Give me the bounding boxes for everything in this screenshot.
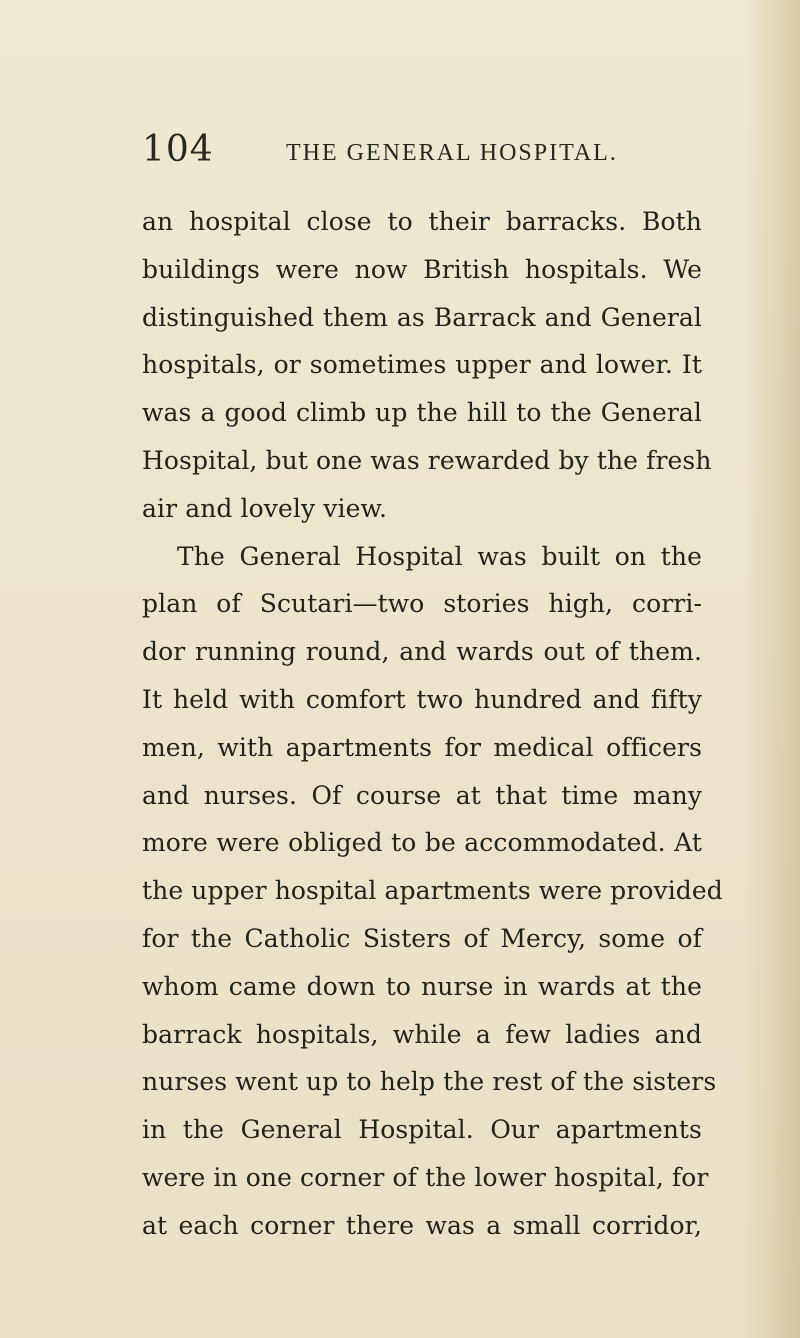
text-line: at each corner there was a small corridor, — [142, 1210, 702, 1240]
text-line: and nurses. Of course at that time many — [142, 780, 702, 810]
page-header — [142, 130, 702, 180]
page-number: 104 — [142, 129, 214, 170]
running-head: THE GENERAL HOSPITAL. — [286, 140, 618, 166]
text-line: distinguished them as Barrack and General — [142, 302, 702, 332]
text-line: men, with apartments for medical officers — [142, 732, 702, 762]
text-line: in the General Hospital. Our apartments — [142, 1115, 702, 1145]
text-line: barrack hospitals, while a few ladies and — [142, 1019, 702, 1049]
text-line: It held with comfort two hundred and fifty — [142, 684, 702, 714]
text-line: for the Catholic Sisters of Mercy, some of — [142, 923, 702, 953]
text-line: an hospital close to their barracks. Both — [142, 207, 702, 236]
text-line: more were obliged to be accommodated. At — [142, 828, 702, 858]
text-line: the upper hospital apartments were provided — [142, 876, 723, 906]
text-line: dor running round, and wards out of them. — [142, 637, 702, 667]
text-line: The General Hospital was built on the — [177, 541, 702, 571]
text-line: hospitals, or sometimes upper and lower. It — [142, 350, 702, 380]
text-line: air and lovely view. — [142, 493, 388, 523]
text-line: Hospital, but one was rewarded by the fresh — [142, 445, 712, 475]
text-line: whom came down to nurse in wards at the — [142, 971, 702, 1001]
text-line: were in one corner of the lower hospital, for — [142, 1162, 709, 1192]
text-line: buildings were now British hospitals. We — [142, 254, 702, 284]
text-line: nurses went up to help the rest of the sisters — [142, 1067, 717, 1097]
text-line: was a good climb up the hill to the General — [142, 398, 702, 428]
body-text — [142, 198, 723, 1250]
text-line: plan of Scutari—two stories high, corri- — [142, 589, 702, 619]
